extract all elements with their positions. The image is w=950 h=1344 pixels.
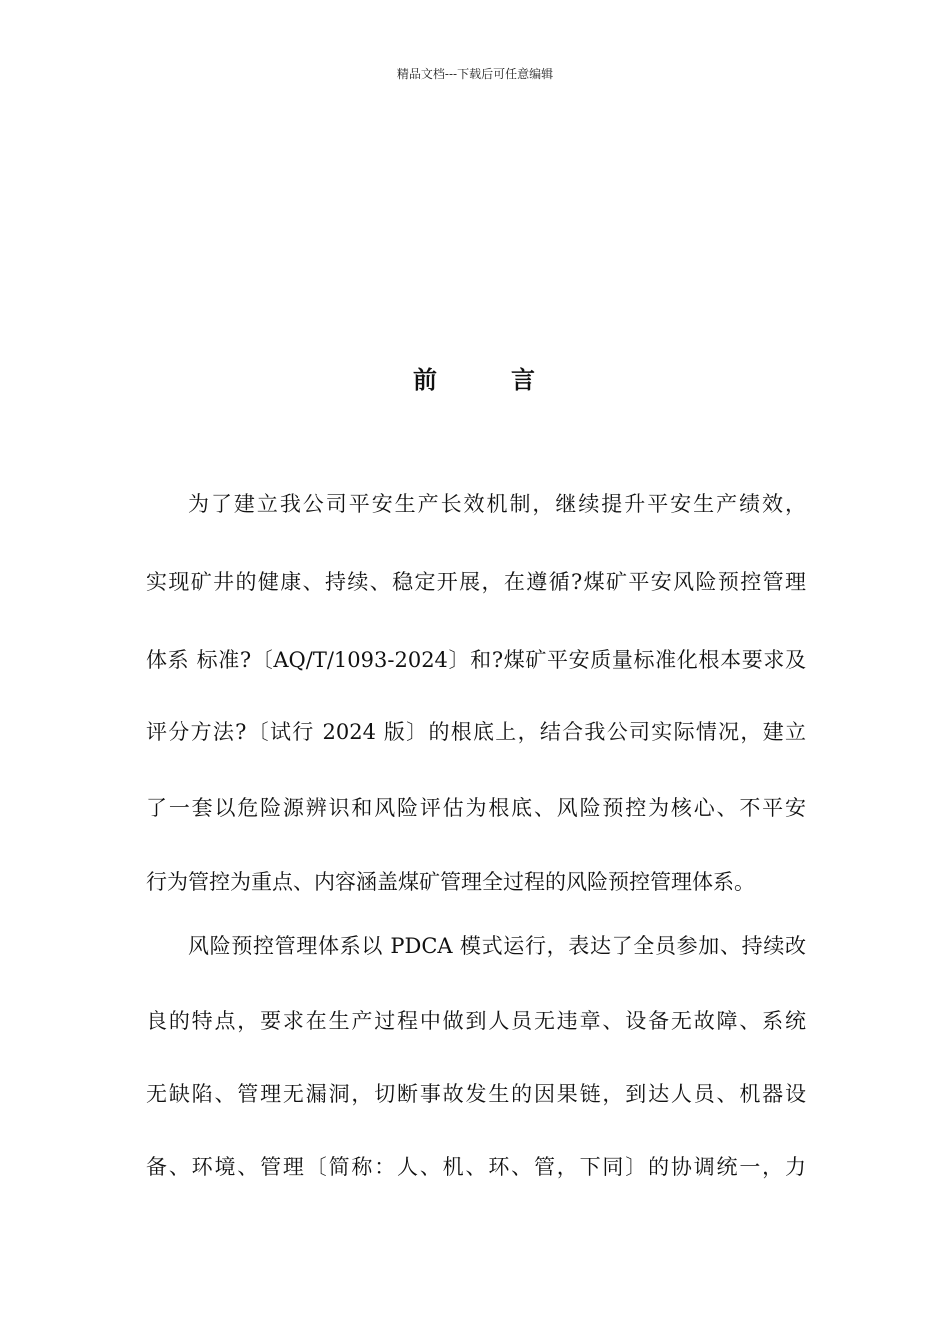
body-line-10: 备、环境、管理〔简称：人、机、环、管，下同〕的协调统一，力	[146, 1155, 806, 1179]
body-line-6: 行为管控为重点、内容涵盖煤矿管理全过程的风险预控管理体系。	[146, 870, 755, 894]
body-line-7: 风险预控管理体系以 PDCA 模式运行，表达了全员参加、持续改	[188, 934, 806, 958]
body-line-4: 评分方法?〔试行 2024 版〕的根底上，结合我公司实际情况，建立	[146, 720, 806, 744]
body-line-3: 体系 标准?〔AQ/T/1093-2024〕和?煤矿平安质量标准化根本要求及	[146, 648, 806, 672]
title-char-2: 言	[511, 365, 537, 394]
body-line-2: 实现矿井的健康、持续、稳定开展，在遵循?煤矿平安风险预控管理	[146, 570, 806, 594]
body-line-9: 无缺陷、管理无漏洞，切断事故发生的因果链，到达人员、机器设	[146, 1082, 806, 1106]
page-header: 精品文档---下载后可任意编辑	[396, 67, 554, 81]
body-line-8: 良的特点，要求在生产过程中做到人员无违章、设备无故障、系统	[146, 1009, 806, 1033]
body-line-1: 为了建立我公司平安生产长效机制，继续提升平安生产绩效，	[188, 492, 806, 516]
page-title	[0, 360, 950, 400]
title-char-1: 前	[413, 365, 439, 394]
body-line-5: 了一套以危险源辨识和风险评估为根底、风险预控为核心、不平安	[146, 796, 806, 820]
